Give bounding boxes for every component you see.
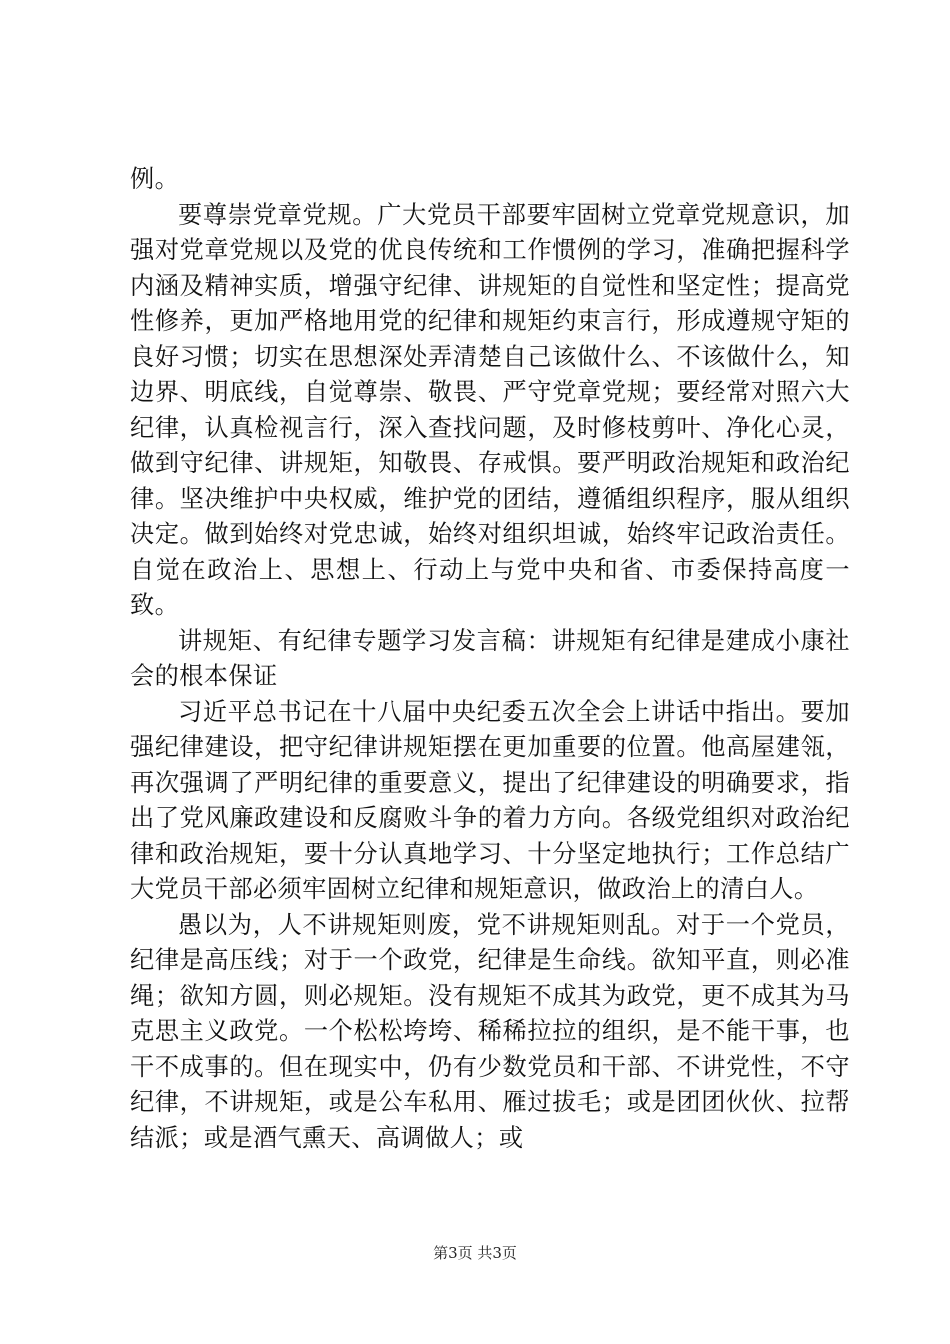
- document-body: [130, 162, 850, 1156]
- page-number: 第3页 共3页: [433, 1244, 517, 1262]
- paragraph-party-rules: 要尊崇党章党规。广大党员干部要牢固树立党章党规意识，加强对党章党规以及党的优良传统和工作惯例的学习，准确把握科学内涵及精神实质，增强守纪律、讲规矩的自觉性和坚定性；提高党性修养，更加严格地用党的纪律和规矩约束言行，形成遵规守矩的良好习惯；切实在思想深处弄清楚自己该做什么、不该做什么，知边界、明底线，自觉尊崇、敬畏、严守党章党规；要经常对照六大纪律，认真检视言行，深入查找问题，及时修枝剪叶、净化心灵，做到守纪律、讲规矩，知敬畏、存戒惧。要严明政治规矩和政治纪律。坚决维护中央权威，维护党的团结，遵循组织程序，服从组织决定。做到始终对党忠诚，始终对组织坦诚，始终牢记政治责任。自觉在政治上、思想上、行动上与党中央和省、市委保持高度一致。: [130, 200, 850, 619]
- paragraph-xi-speech: 习近平总书记在十八届中央纪委五次全会上讲话中指出。要加强纪律建设，把守纪律讲规矩摆在更加重要的位置。他高屋建瓴，再次强调了严明纪律的重要意义，提出了纪律建设的明确要求，指出了党风廉政建设和反腐败斗争的着力方向。各级党组织对政治纪律和政治规矩，要十分认真地学习、十分坚定地执行；工作总结广大党员干部必须牢固树立纪律和规矩意识，做政治上的清白人。: [130, 697, 850, 903]
- paragraph-opinion: 愚以为，人不讲规矩则废，党不讲规矩则乱。对于一个党员，纪律是高压线；对于一个政党，纪律是生命线。欲知平直，则必准绳；欲知方圆，则必规矩。没有规矩不成其为政党，更不成其为马克思主义政党。一个松松垮垮、稀稀拉拉的组织，是不能干事，也干不成事的。但在现实中，仍有少数党员和干部、不讲党性，不守纪律，不讲规矩，或是公车私用、雁过拔毛；或是团团伙伙、拉帮结派；或是酒气熏天、高调做人；或: [130, 910, 850, 1152]
- paragraph-continuation: 例。: [130, 165, 180, 193]
- section-heading: 讲规矩、有纪律专题学习发言稿：讲规矩有纪律是建成小康社会的根本保证: [130, 626, 850, 690]
